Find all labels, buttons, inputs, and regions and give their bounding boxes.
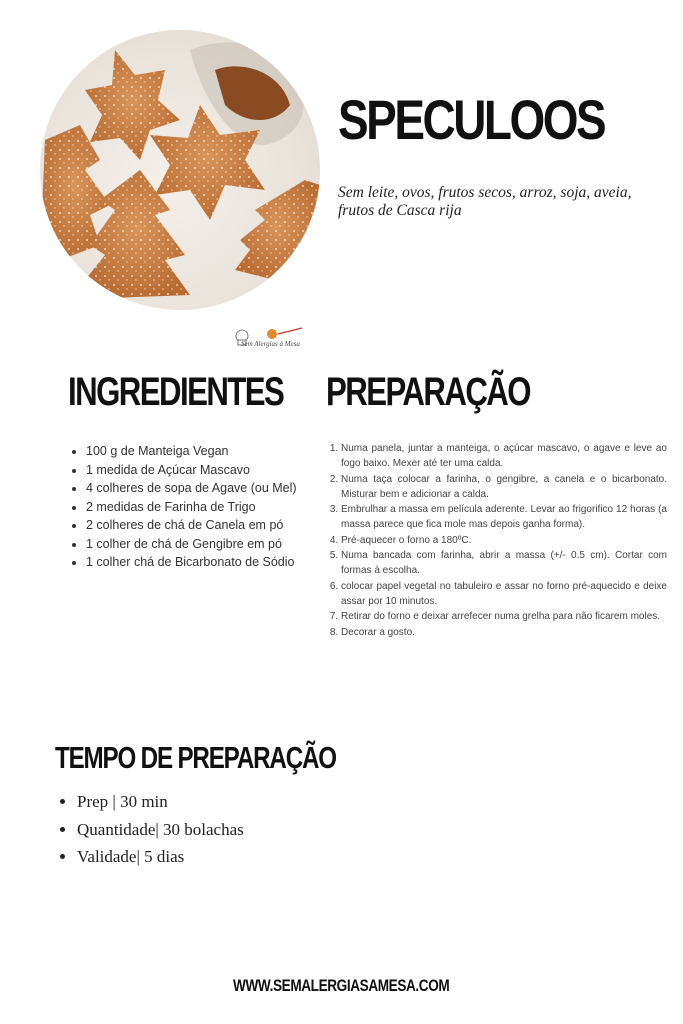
list-item: 8. Decorar a gosto.: [341, 625, 667, 640]
list-item: • 4 colheres de sopa de Agave (ou Mel): [86, 479, 326, 498]
ingredients-heading: INGREDIENTES: [68, 370, 284, 414]
list-item: 5. Numa bancada com farinha, abrir a massa (+/- 0.5 cm). Cortar com formas à escolha.: [341, 548, 667, 579]
list-item: • Prep | 30 min: [77, 788, 244, 816]
list-item: • 1 medida de Açúcar Mascavo: [86, 461, 326, 480]
logo-text: Sem Alergias à Mesa: [241, 340, 300, 348]
recipe-subtitle: Sem leite, ovos, frutos secos, arroz, soja, aveia, frutos de Casca rija: [338, 184, 632, 219]
list-item: 6. colocar papel vegetal no tabuleiro e assar no forno pré-aquecido e deixe assar por 10 minutos.: [341, 579, 667, 610]
list-item: 3. Embrulhar a massa em película aderente. Levar ao frigorifico 12 horas (a massa parece que fica mole mas depois ganha forma).: [341, 502, 667, 533]
list-item: • 2 colheres de chá de Canela em pó: [86, 516, 326, 535]
brand-logo: [232, 322, 308, 362]
ingredients-list: [66, 442, 326, 574]
list-item: • Validade| 5 dias: [77, 843, 244, 871]
website-text[interactable]: WWW.SEMALERGIASAMESA.COM: [233, 976, 450, 995]
recipe-title: SPECULOOS: [338, 88, 605, 151]
website-link[interactable]: [0, 976, 683, 996]
list-item: 4. Pré-aquecer o forno a 180ºC.: [341, 533, 667, 548]
preparation-steps: [328, 441, 667, 640]
list-item: • 100 g de Manteiga Vegan: [86, 442, 326, 461]
timing-list: [57, 788, 244, 871]
list-item: • 1 colher chá de Bicarbonato de Sódio: [86, 550, 326, 574]
cookies-illustration: [40, 30, 320, 310]
timing-heading: TEMPO DE PREPARAÇÃO: [55, 740, 336, 775]
preparation-heading: PREPARAÇÃO: [326, 370, 530, 414]
list-item: 7. Retirar do forno e deixar arrefecer numa grelha para não ficarem moles.: [341, 609, 667, 624]
list-item: • Quantidade| 30 bolachas: [77, 816, 244, 844]
list-item: 2. Numa taça colocar a farinha, o gengibre, a canela e o bicarbonato. Misturar bem e adicionar a calda.: [341, 472, 667, 503]
cookies-photo: [40, 30, 320, 310]
list-item: 1. Numa panela, juntar a manteiga, o açúcar mascavo, o agave e leve ao fogo baixo. Mexer até ter uma calda.: [341, 441, 667, 472]
list-item: • 1 colher de chá de Gengibre em pó: [86, 535, 326, 554]
list-item: • 2 medidas de Farinha de Trigo: [86, 498, 326, 517]
